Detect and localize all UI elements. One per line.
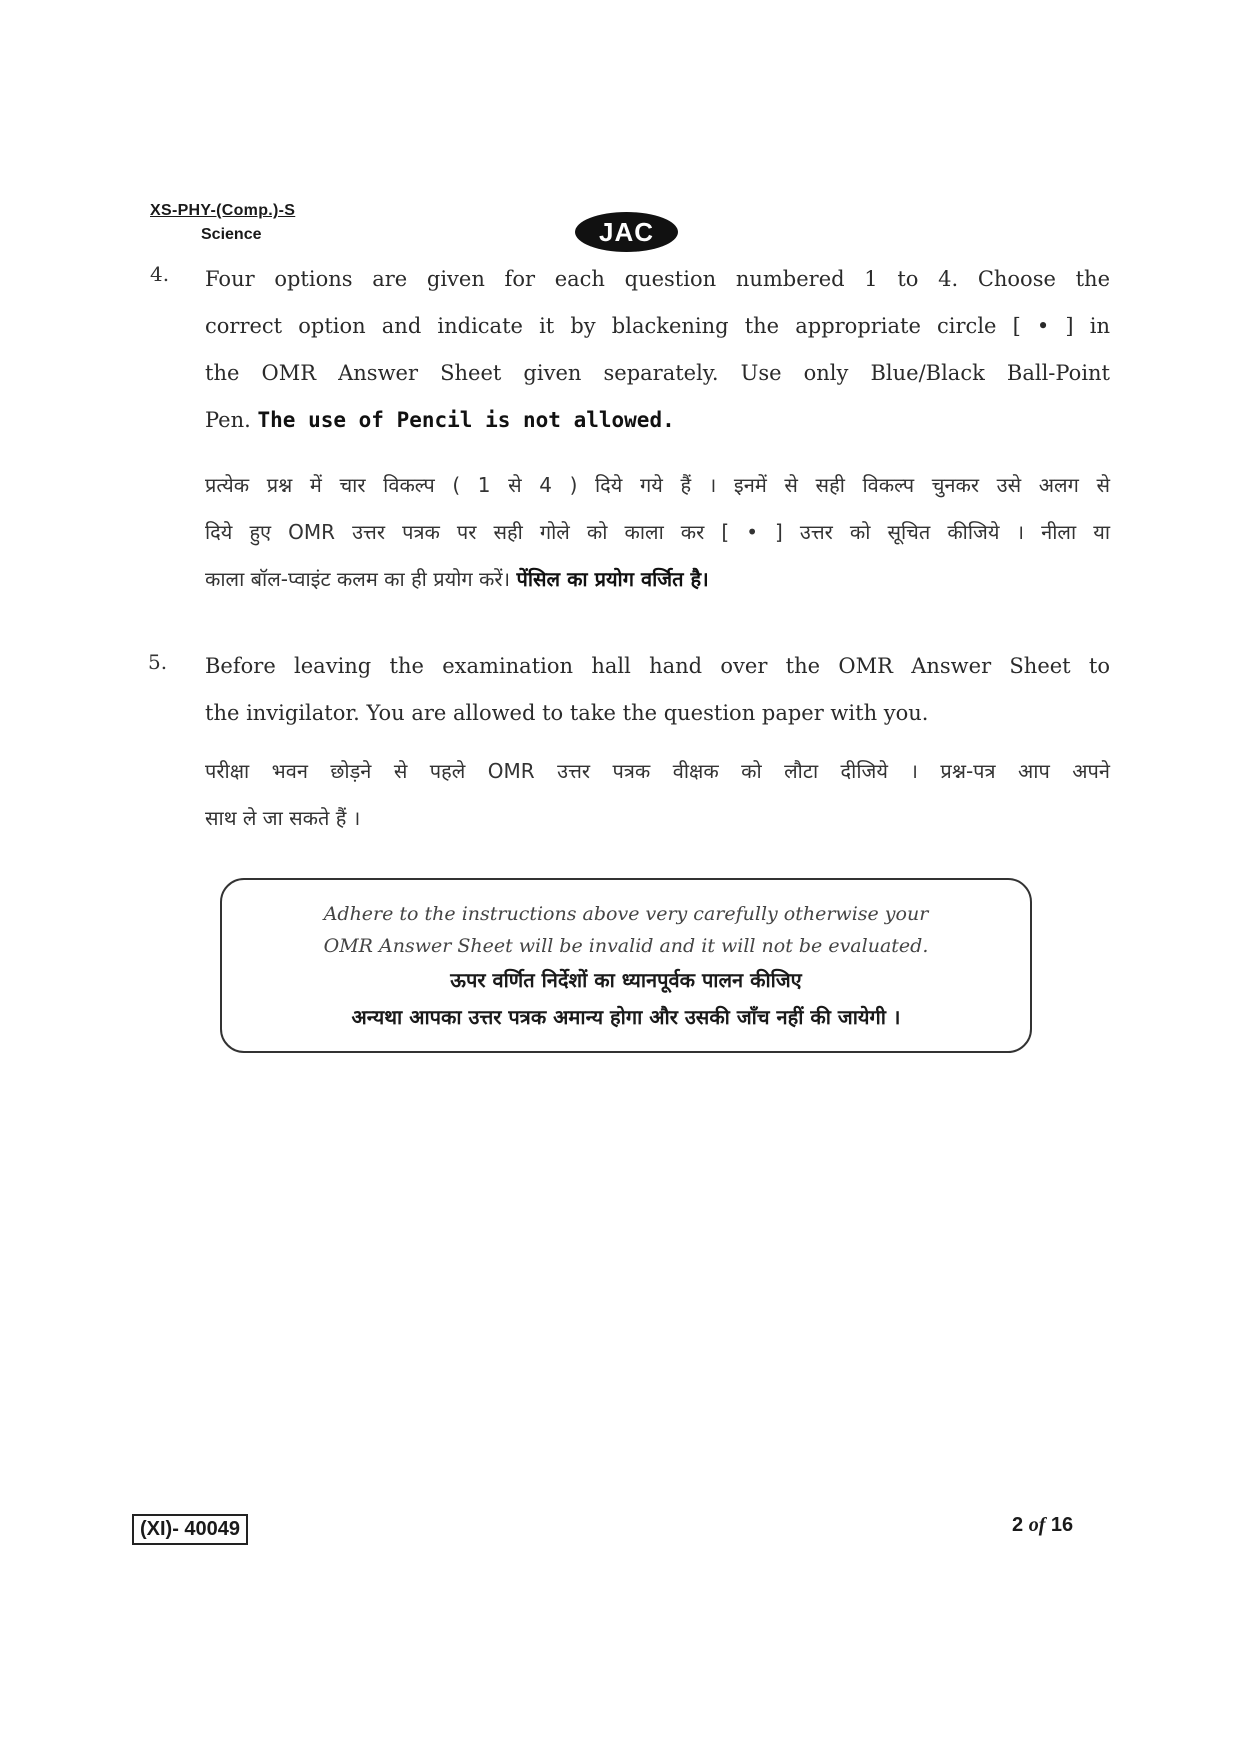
text-line (205, 397, 1110, 444)
text-line: the invigilator. You are allowed to take the question paper with you. (205, 701, 929, 725)
paper-code: XS-PHY-(Comp.)-S (150, 202, 296, 219)
text-normal: काला बॉल-प्वाइंट कलम का ही प्रयोग करें। (205, 567, 511, 591)
notice-english-line: Adhere to the instructions above very carefully otherwise your (323, 903, 929, 925)
text-line: correct option and indicate it by blackening the appropriate circle [ • ] in (205, 314, 1110, 338)
pencil-warning: The use of Pencil is not allowed. (257, 408, 675, 432)
pencil-warning-hindi: पेंसिल का प्रयोग वर्जित है। (516, 567, 709, 591)
instruction-5-english (205, 643, 1110, 737)
jac-logo: JAC (575, 212, 678, 252)
notice-hindi-line: अन्यथा आपका उत्तर पत्रक अमान्य होगा और उसकी जाँच नहीं की जायेगी । (351, 1005, 901, 1029)
subject-name: Science (201, 226, 262, 243)
page-of: of (1028, 1514, 1046, 1536)
notice-box (220, 878, 1032, 1053)
page-total: 16 (1050, 1514, 1074, 1536)
text-line: परीक्षा भवन छोड़ने से पहले OMR उत्तर पत्रक वीक्षक को लौटा दीजिये । प्रश्न-पत्र आप अपने (205, 759, 1110, 783)
notice-english-line: OMR Answer Sheet will be invalid and it will not be evaluated. (323, 935, 929, 957)
text-line: साथ ले जा सकते हैं । (205, 806, 361, 830)
text-line (205, 556, 1110, 603)
notice-hindi-line: ऊपर वर्णित निर्देशों का ध्यानपूर्वक पालन कीजिए (450, 968, 802, 992)
text-line: Before leaving the examination hall hand over the OMR Answer Sheet to (205, 654, 1110, 678)
instruction-4-english (205, 256, 1110, 444)
page-number (1012, 1514, 1073, 1537)
instruction-5-hindi (205, 748, 1110, 842)
text-line: दिये हुए OMR उत्तर पत्रक पर सही गोले को काला कर [ • ] उत्तर को सूचित कीजिये । नीला या (205, 520, 1110, 544)
page-current: 2 (1012, 1514, 1024, 1536)
instruction-4-hindi (205, 462, 1110, 603)
booklet-code: (XI)- 40049 (132, 1514, 248, 1545)
instruction-number: 4. (150, 262, 170, 286)
text-normal: Pen. (205, 408, 251, 432)
instruction-number: 5. (148, 650, 168, 674)
text-line: the OMR Answer Sheet given separately. Use only Blue/Black Ball-Point (205, 361, 1110, 385)
text-line: प्रत्येक प्रश्न में चार विकल्प ( 1 से 4 ) दिये गये हैं । इनमें से सही विकल्प चुनकर उसे अलग से (205, 473, 1110, 497)
text-line: Four options are given for each question numbered 1 to 4. Choose the (205, 267, 1110, 291)
